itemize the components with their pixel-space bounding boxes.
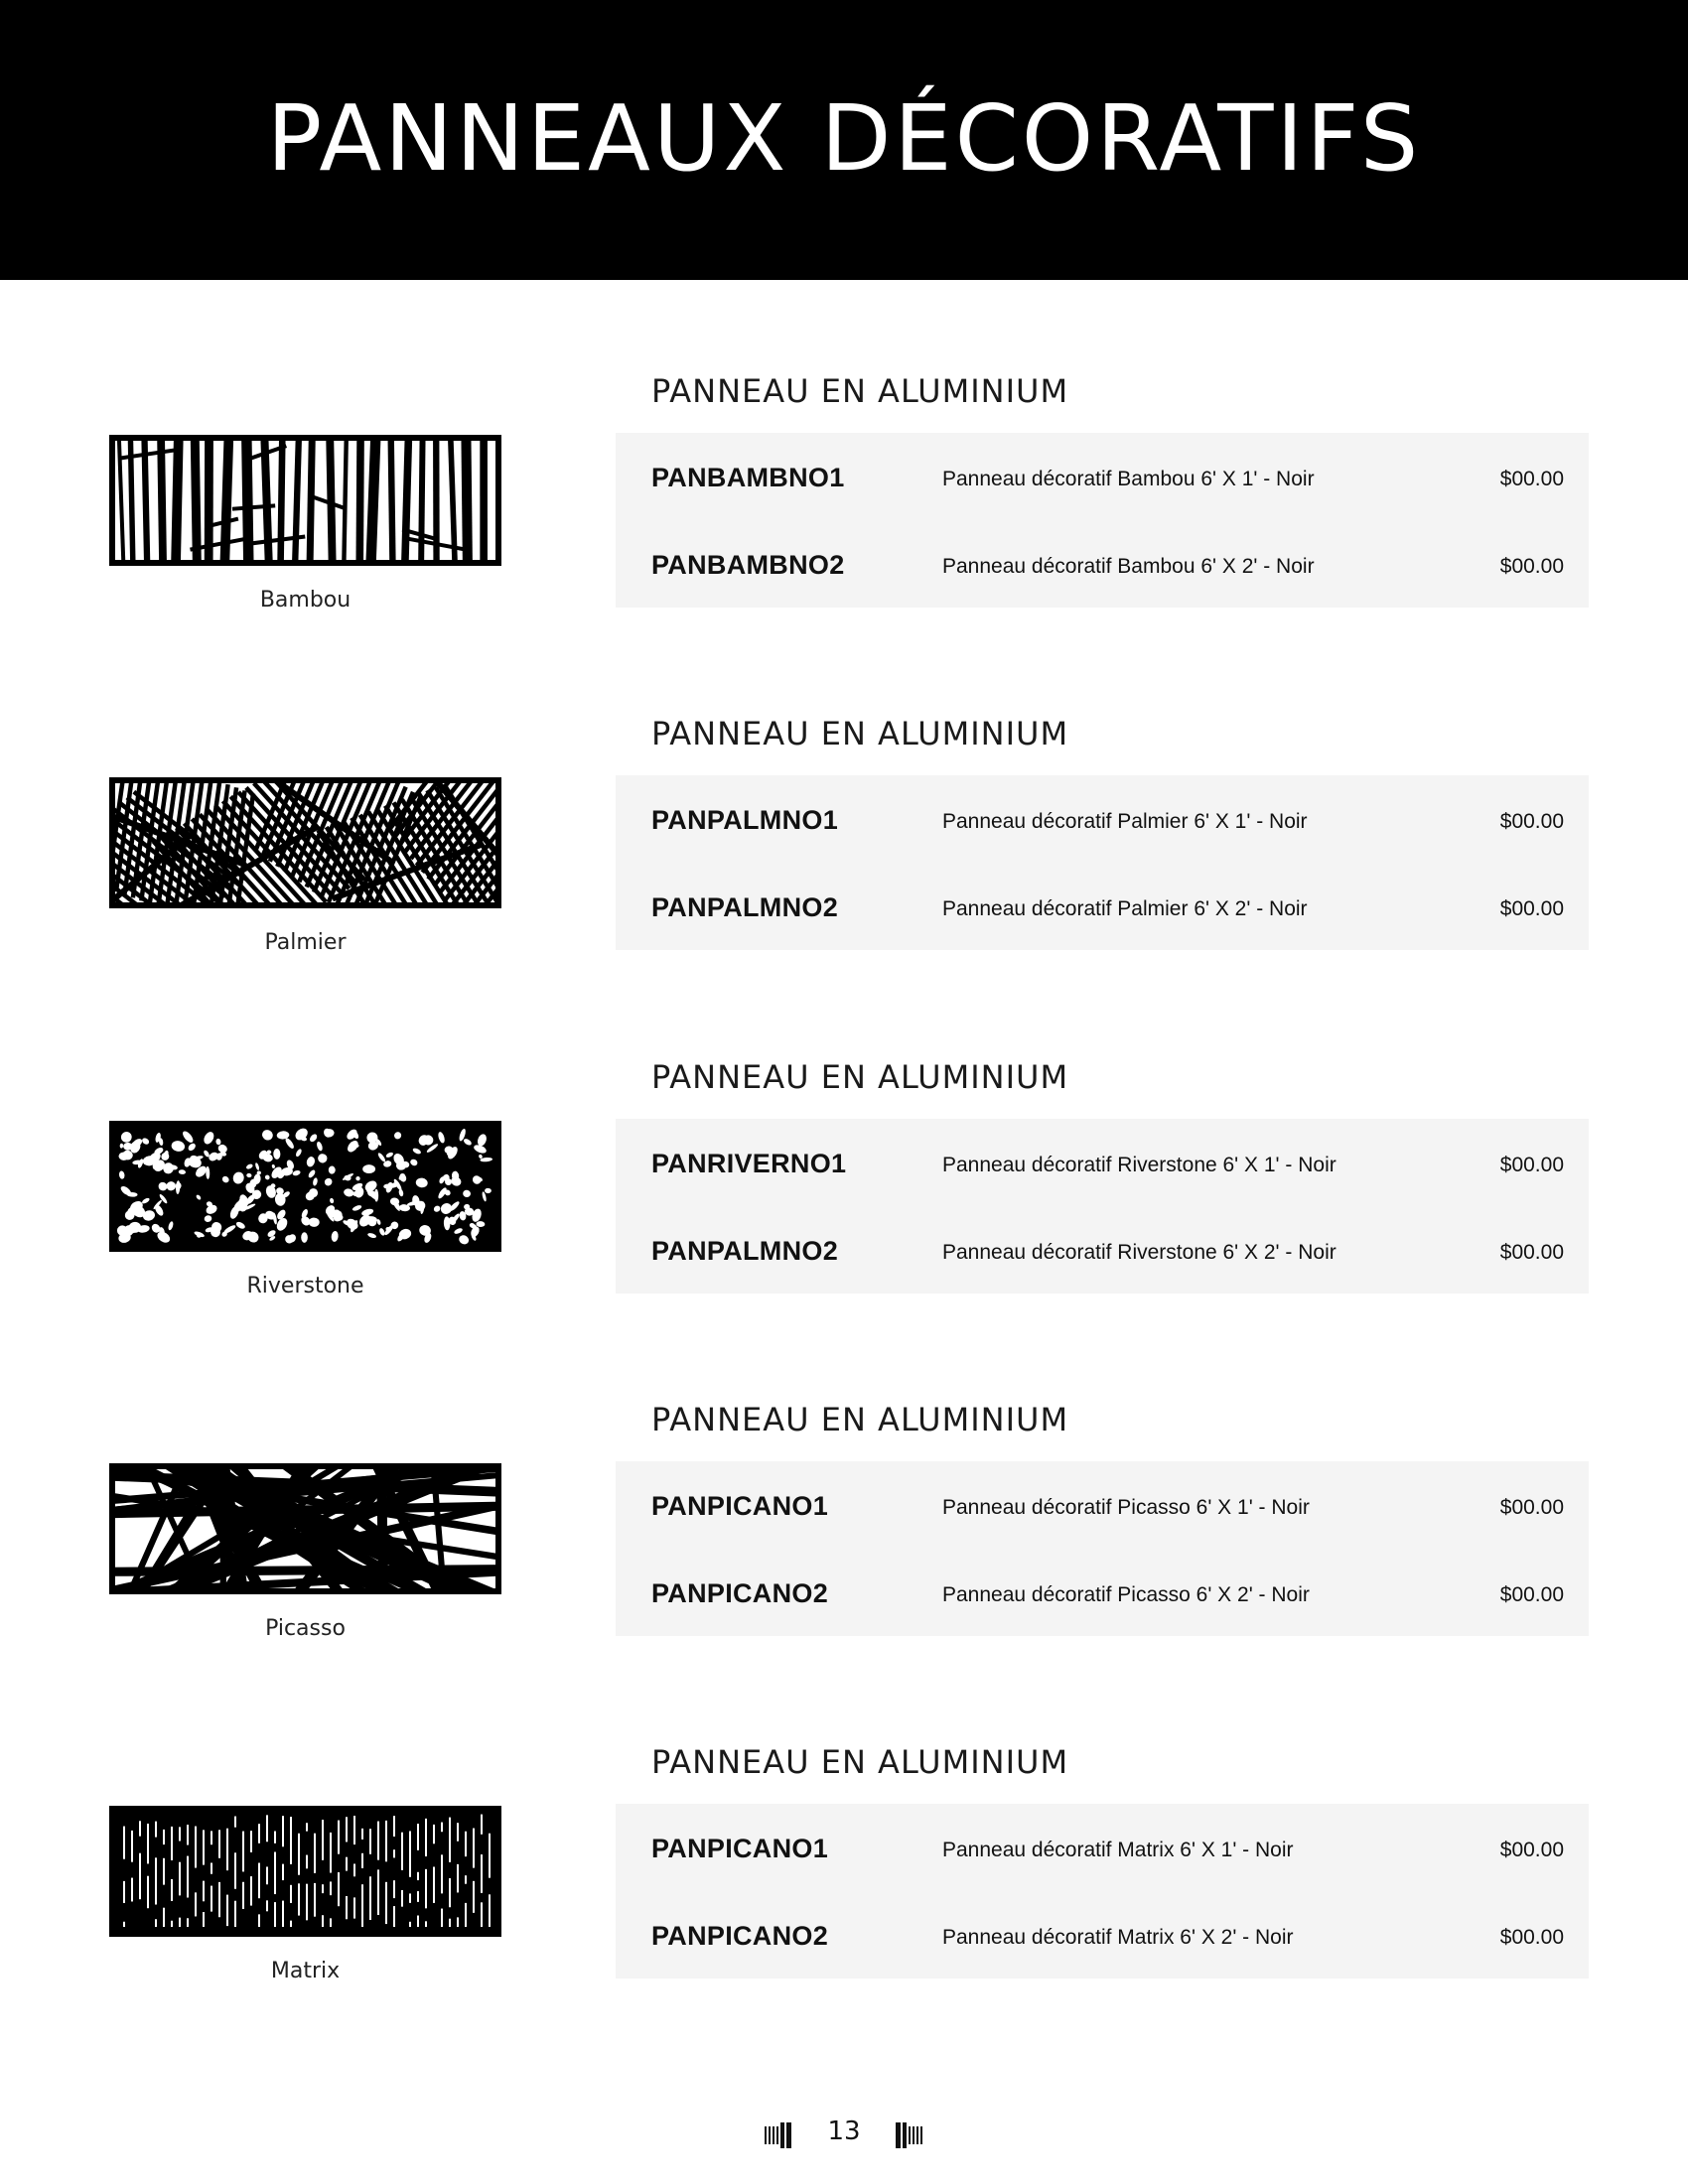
product-description: Panneau décoratif Palmier 6' X 2' - Noir [942, 897, 1308, 920]
section-title: PANNEAU EN ALUMINIUM [651, 1401, 1069, 1438]
page-header [0, 0, 1688, 280]
table-row [616, 520, 1589, 608]
product-code: PANPICANO2 [651, 1921, 829, 1951]
page-number: 13 [827, 2116, 861, 2146]
product-description: Panneau décoratif Bambou 6' X 1' - Noir [942, 468, 1315, 490]
panel-caption: Riverstone [246, 1274, 364, 1298]
product-description: Panneau décoratif Picasso 6' X 1' - Noir [942, 1496, 1310, 1519]
panel-caption: Picasso [265, 1616, 346, 1641]
product-section-riverstone [0, 1057, 1688, 1315]
product-table [616, 1804, 1589, 1979]
product-table [616, 433, 1589, 608]
product-price: $00.00 [1499, 1241, 1564, 1264]
table-row [616, 1206, 1589, 1294]
product-code: PANPALMNO2 [651, 892, 839, 922]
product-price: $00.00 [1499, 1926, 1564, 1949]
panel-image-riverstone [109, 1121, 501, 1252]
product-price: $00.00 [1499, 468, 1564, 490]
panel-image-picasso [109, 1463, 501, 1594]
product-price: $00.00 [1499, 897, 1564, 920]
table-row [616, 1804, 1589, 1891]
panel-image-palmier [109, 777, 501, 908]
panel-pattern [109, 1121, 501, 1252]
panel-image-matrix [109, 1806, 501, 1937]
panel-pattern [109, 1806, 501, 1937]
table-row [616, 863, 1589, 950]
product-section-matrix [0, 1742, 1688, 2000]
product-price: $00.00 [1499, 555, 1564, 578]
panel-caption: Palmier [264, 930, 347, 955]
product-price: $00.00 [1499, 1583, 1564, 1606]
product-table [616, 1461, 1589, 1636]
product-code: PANPALMNO1 [651, 805, 839, 835]
product-table [616, 1119, 1589, 1294]
product-price: $00.00 [1499, 810, 1564, 833]
panel-image-bambou [109, 435, 501, 566]
section-title: PANNEAU EN ALUMINIUM [651, 1743, 1069, 1781]
panel-caption: Matrix [270, 1959, 341, 1983]
product-code: PANPICANO1 [651, 1491, 829, 1521]
product-code: PANPICANO1 [651, 1834, 829, 1863]
product-code: PANBAMBNO1 [651, 463, 845, 492]
table-row [616, 1119, 1589, 1206]
table-row [616, 1549, 1589, 1636]
product-section-bambou [0, 371, 1688, 629]
page-title: PANNEAUX DÉCORATIFS [266, 84, 1422, 192]
barcode-icon [765, 2122, 792, 2148]
section-title: PANNEAU EN ALUMINIUM [651, 715, 1069, 752]
product-section-picasso [0, 1400, 1688, 1658]
product-code: PANPALMNO2 [651, 1236, 839, 1266]
table-row [616, 775, 1589, 863]
product-price: $00.00 [1499, 1839, 1564, 1861]
product-description: Panneau décoratif Matrix 6' X 1' - Noir [942, 1839, 1294, 1861]
product-code: PANBAMBNO2 [651, 550, 845, 580]
product-table [616, 775, 1589, 950]
product-code: PANPICANO2 [651, 1578, 829, 1608]
panel-caption: Bambou [259, 588, 352, 613]
product-description: Panneau décoratif Riverstone 6' X 2' - Noir [942, 1241, 1336, 1264]
product-description: Panneau décoratif Palmier 6' X 1' - Noir [942, 810, 1308, 833]
product-description: Panneau décoratif Bambou 6' X 2' - Noir [942, 555, 1315, 578]
product-price: $00.00 [1499, 1496, 1564, 1519]
product-price: $00.00 [1499, 1154, 1564, 1176]
section-title: PANNEAU EN ALUMINIUM [651, 1058, 1069, 1096]
page-footer [0, 2113, 1688, 2162]
section-title: PANNEAU EN ALUMINIUM [651, 372, 1069, 410]
product-section-palmier [0, 714, 1688, 972]
table-row [616, 433, 1589, 520]
table-row [616, 1891, 1589, 1979]
product-code: PANRIVERNO1 [651, 1149, 847, 1178]
barcode-icon [896, 2122, 923, 2148]
table-row [616, 1461, 1589, 1549]
panel-pattern [109, 435, 501, 566]
product-description: Panneau décoratif Picasso 6' X 2' - Noir [942, 1583, 1310, 1606]
product-description: Panneau décoratif Matrix 6' X 2' - Noir [942, 1926, 1294, 1949]
product-description: Panneau décoratif Riverstone 6' X 1' - Noir [942, 1154, 1336, 1176]
panel-pattern [109, 777, 501, 908]
panel-pattern [109, 1463, 501, 1594]
